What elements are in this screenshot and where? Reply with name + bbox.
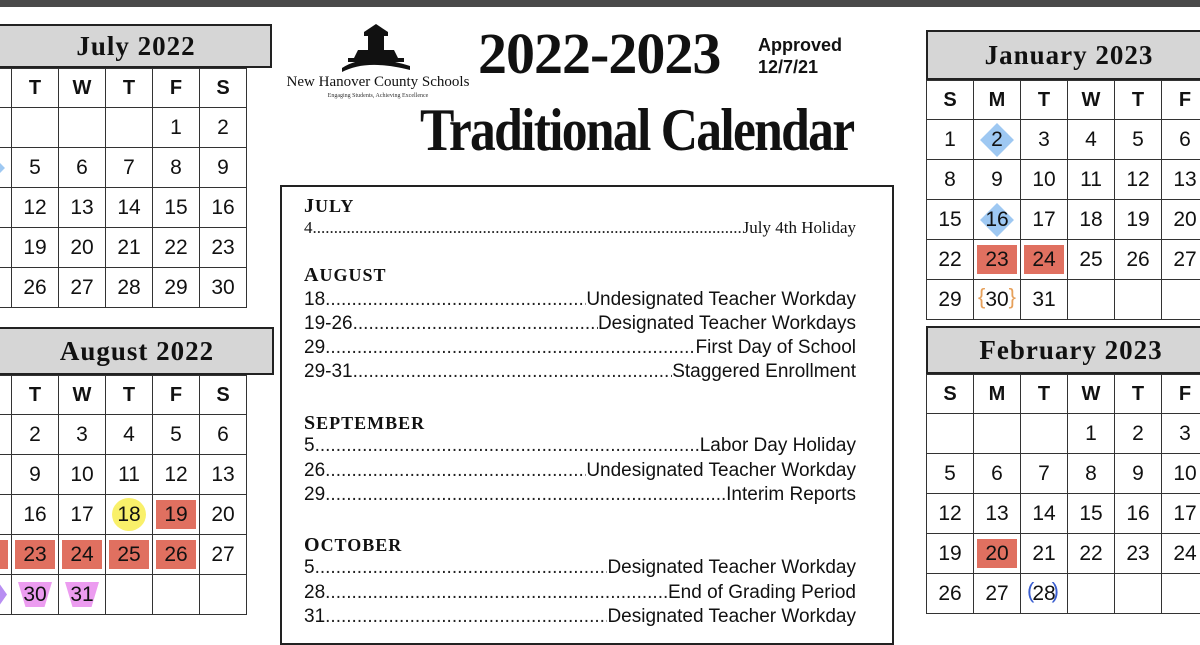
day-cell	[927, 200, 974, 240]
day-cell	[927, 454, 974, 494]
day-cell	[59, 188, 106, 228]
weekday-header: T	[106, 376, 153, 415]
day-cell	[974, 160, 1021, 200]
day-number: 25	[117, 543, 140, 566]
day-number: 13	[70, 196, 93, 219]
day-cell	[1021, 494, 1068, 534]
day-cell	[200, 188, 247, 228]
week-row	[927, 240, 1200, 280]
empty-day-cell	[1115, 574, 1162, 614]
empty-day-cell	[927, 414, 974, 454]
day-cell	[1115, 160, 1162, 200]
day-number: 24	[1173, 542, 1196, 565]
weekday-header: W	[1068, 375, 1115, 414]
empty-day-cell	[106, 108, 153, 148]
day-number: 16	[1126, 502, 1149, 525]
day-cell	[1115, 414, 1162, 454]
day-number: 29	[938, 288, 961, 311]
day-cell	[0, 495, 12, 535]
section-title-july: JULY	[304, 195, 354, 218]
empty-day-cell	[106, 575, 153, 615]
weekday-header: S	[200, 376, 247, 415]
day-cell	[0, 148, 12, 188]
day-cell	[106, 535, 153, 575]
month-february-2023	[926, 326, 1200, 630]
week-row	[927, 200, 1200, 240]
weekday-header: M	[974, 81, 1021, 120]
day-number: 25	[1079, 248, 1102, 271]
day-cell	[1162, 494, 1200, 534]
day-number: 1	[170, 116, 182, 139]
approved-note	[758, 34, 842, 78]
day-cell	[927, 574, 974, 614]
day-number: 2	[1132, 422, 1144, 445]
day-number: 17	[1032, 208, 1055, 231]
day-cell	[974, 574, 1021, 614]
day-number: 12	[1126, 168, 1149, 191]
month-title: August 2022	[0, 327, 274, 375]
day-number: 10	[70, 463, 93, 486]
day-number: 24	[1032, 248, 1055, 271]
day-cell	[153, 495, 200, 535]
day-number: 9	[1132, 462, 1144, 485]
calendar-grid	[0, 375, 247, 615]
day-cell	[106, 268, 153, 308]
day-number: 23	[1126, 542, 1149, 565]
weekday-header: S	[200, 69, 247, 108]
day-number: 5	[29, 156, 41, 179]
day-number: 31	[1032, 288, 1055, 311]
day-cell	[12, 415, 59, 455]
weekday-header: T	[12, 376, 59, 415]
day-cell	[0, 455, 12, 495]
red-day-marker	[0, 540, 8, 569]
day-number: 24	[70, 543, 93, 566]
weekday-header: S	[927, 375, 974, 414]
day-number: 21	[117, 236, 140, 259]
week-row	[0, 188, 247, 228]
month-title: January 2023	[926, 30, 1200, 80]
day-cell	[974, 534, 1021, 574]
week-row	[0, 575, 247, 615]
week-row	[0, 535, 247, 575]
empty-day-cell	[153, 575, 200, 615]
day-cell	[1068, 120, 1115, 160]
day-cell	[1162, 454, 1200, 494]
day-cell	[200, 535, 247, 575]
day-cell	[200, 148, 247, 188]
day-number: 8	[1085, 462, 1097, 485]
day-cell	[927, 120, 974, 160]
day-number: 22	[1079, 542, 1102, 565]
day-number: 30	[985, 288, 1008, 311]
day-number: 20	[211, 503, 234, 526]
day-number: 30	[211, 276, 234, 299]
weekday-header: F	[1162, 81, 1200, 120]
day-number: 27	[1173, 248, 1196, 271]
day-cell	[1115, 534, 1162, 574]
day-number: 3	[1038, 128, 1050, 151]
day-cell	[153, 268, 200, 308]
weekday-header: M	[974, 375, 1021, 414]
day-number: 22	[164, 236, 187, 259]
event-row: 26 ..... Undesignated Teacher Workday	[304, 460, 856, 482]
day-number: 2	[217, 116, 229, 139]
event-row: 29 ..... Interim Reports	[304, 484, 856, 506]
day-number: 21	[1032, 542, 1055, 565]
day-cell	[12, 148, 59, 188]
violet-day-marker	[0, 581, 7, 608]
day-number: 4	[123, 423, 135, 446]
day-cell	[59, 228, 106, 268]
day-cell	[927, 534, 974, 574]
event-row: 28 ..... End of Grading Period	[304, 582, 856, 604]
event-row: 29 ..... First Day of School	[304, 337, 856, 359]
week-row	[0, 495, 247, 535]
weekday-header	[0, 69, 12, 108]
day-cell	[153, 535, 200, 575]
day-number: 26	[1126, 248, 1149, 271]
day-cell	[106, 228, 153, 268]
day-cell	[59, 415, 106, 455]
day-number: 13	[1173, 168, 1196, 191]
day-number: 20	[985, 542, 1008, 565]
day-number: 6	[991, 462, 1003, 485]
week-row	[0, 415, 247, 455]
week-row	[927, 160, 1200, 200]
empty-day-cell	[12, 108, 59, 148]
day-number: 15	[938, 208, 961, 231]
day-number: 30	[23, 583, 46, 606]
weekday-header: F	[1162, 375, 1200, 414]
empty-day-cell	[200, 575, 247, 615]
day-cell	[200, 108, 247, 148]
day-cell	[974, 240, 1021, 280]
day-cell	[1068, 534, 1115, 574]
section-title-september: SEPTEMBER	[304, 412, 425, 435]
day-number: 12	[23, 196, 46, 219]
day-cell	[106, 495, 153, 535]
day-number: 2	[991, 128, 1003, 151]
day-number: 7	[123, 156, 135, 179]
empty-day-cell	[1162, 280, 1200, 320]
day-number: 27	[211, 543, 234, 566]
day-cell	[974, 494, 1021, 534]
day-number: 14	[117, 196, 140, 219]
day-number: 16	[23, 503, 46, 526]
day-number: 26	[23, 276, 46, 299]
day-cell	[59, 455, 106, 495]
day-number: 17	[1173, 502, 1196, 525]
week-row	[927, 120, 1200, 160]
weekday-header: F	[153, 376, 200, 415]
day-number: 14	[1032, 502, 1055, 525]
empty-day-cell	[1162, 574, 1200, 614]
day-number: 2	[29, 423, 41, 446]
day-cell	[1068, 414, 1115, 454]
day-cell	[1021, 454, 1068, 494]
blue-day-marker	[0, 151, 5, 185]
day-cell	[1068, 454, 1115, 494]
day-number: 12	[164, 463, 187, 486]
day-number: 31	[70, 583, 93, 606]
day-number: 9	[29, 463, 41, 486]
day-cell	[153, 228, 200, 268]
day-cell	[153, 108, 200, 148]
event-row: 19-26 ..... Designated Teacher Workdays	[304, 313, 856, 335]
day-cell	[1021, 574, 1068, 614]
day-cell	[0, 228, 12, 268]
day-number: 16	[985, 208, 1008, 231]
weekday-header: W	[1068, 81, 1115, 120]
month-august-2022	[0, 327, 274, 633]
day-number: 6	[217, 423, 229, 446]
day-cell	[1021, 120, 1068, 160]
day-number: 19	[23, 236, 46, 259]
day-cell	[0, 415, 12, 455]
weekday-header: T	[1115, 81, 1162, 120]
week-row	[0, 108, 247, 148]
events-box	[280, 185, 894, 645]
day-cell	[106, 455, 153, 495]
empty-day-cell	[59, 108, 106, 148]
day-number: 28	[117, 276, 140, 299]
day-cell	[1115, 200, 1162, 240]
calendar-subtitle: Traditional Calendar	[420, 96, 853, 165]
weekday-header: S	[927, 81, 974, 120]
district-name: New Hanover County Schools	[272, 74, 484, 91]
day-number: 27	[70, 276, 93, 299]
day-number: 19	[1126, 208, 1149, 231]
weekday-header: W	[59, 376, 106, 415]
day-cell	[12, 495, 59, 535]
day-number: 15	[164, 196, 187, 219]
day-cell	[974, 454, 1021, 494]
event-row: 18 ..... Undesignated Teacher Workday	[304, 289, 856, 311]
approved-label: Approved	[758, 34, 842, 56]
day-cell	[1162, 160, 1200, 200]
day-cell	[1068, 200, 1115, 240]
day-number: 26	[938, 582, 961, 605]
day-cell	[927, 280, 974, 320]
weekday-header: T	[1021, 375, 1068, 414]
day-cell	[1021, 160, 1068, 200]
day-number: 16	[211, 196, 234, 219]
section-title-august: AUGUST	[304, 264, 386, 287]
day-cell	[927, 240, 974, 280]
day-number: 12	[938, 502, 961, 525]
weekday-header: T	[106, 69, 153, 108]
day-cell	[1021, 240, 1068, 280]
day-cell	[59, 495, 106, 535]
day-cell	[200, 268, 247, 308]
day-cell	[1068, 160, 1115, 200]
empty-day-cell	[1068, 574, 1115, 614]
school-logo-icon	[334, 22, 418, 76]
day-number: 9	[217, 156, 229, 179]
week-row	[0, 455, 247, 495]
week-row	[927, 494, 1200, 534]
weekday-header	[0, 376, 12, 415]
event-row: 5 ..... Designated Teacher Workday	[304, 557, 856, 579]
day-number: 19	[164, 503, 187, 526]
empty-day-cell	[0, 108, 12, 148]
empty-day-cell	[1068, 280, 1115, 320]
day-cell	[1115, 454, 1162, 494]
day-cell	[59, 575, 106, 615]
day-cell	[200, 415, 247, 455]
day-number: 10	[1032, 168, 1055, 191]
day-number: 4	[1085, 128, 1097, 151]
week-row	[0, 148, 247, 188]
event-row: 5 ..... Labor Day Holiday	[304, 435, 856, 457]
day-number: 11	[118, 463, 140, 486]
day-number: 5	[1132, 128, 1144, 151]
day-cell	[106, 148, 153, 188]
school-year-title: 2022-2023	[478, 20, 720, 87]
day-cell	[0, 575, 12, 615]
weekday-header: F	[153, 69, 200, 108]
weekday-header: T	[1115, 375, 1162, 414]
day-cell	[200, 228, 247, 268]
day-number: 13	[211, 463, 234, 486]
approved-date: 12/7/21	[758, 56, 842, 78]
day-number: 28	[1032, 582, 1055, 605]
day-number: 1	[1085, 422, 1097, 445]
day-cell	[12, 228, 59, 268]
day-number: 8	[944, 168, 956, 191]
day-cell	[12, 455, 59, 495]
weekday-header: T	[1021, 81, 1068, 120]
month-july-2022	[0, 24, 272, 330]
month-title: February 2023	[926, 326, 1200, 374]
day-cell	[1068, 494, 1115, 534]
day-number: 9	[991, 168, 1003, 191]
month-january-2023	[926, 30, 1200, 330]
day-number: 18	[117, 503, 140, 526]
day-cell	[927, 160, 974, 200]
event-row: 31 ..... Designated Teacher Workday	[304, 606, 856, 628]
day-cell	[1162, 120, 1200, 160]
calendar-grid	[926, 374, 1200, 614]
day-number: 13	[985, 502, 1008, 525]
day-number: 20	[1173, 208, 1196, 231]
day-cell	[974, 120, 1021, 160]
day-cell	[1021, 534, 1068, 574]
day-number: 10	[1173, 462, 1196, 485]
day-cell	[106, 415, 153, 455]
day-number: 3	[76, 423, 88, 446]
week-row	[0, 228, 247, 268]
day-cell	[1115, 240, 1162, 280]
day-cell	[974, 200, 1021, 240]
day-cell	[59, 148, 106, 188]
day-cell	[12, 188, 59, 228]
day-number: 3	[1179, 422, 1191, 445]
day-cell	[974, 280, 1021, 320]
week-row	[927, 280, 1200, 320]
empty-day-cell	[1021, 414, 1068, 454]
week-row	[927, 414, 1200, 454]
day-cell	[0, 188, 12, 228]
day-cell	[106, 188, 153, 228]
day-number: 27	[985, 582, 1008, 605]
weekday-header: T	[12, 69, 59, 108]
district-tagline: Engaging Students, Achieving Excellence	[278, 93, 478, 99]
day-number: 5	[944, 462, 956, 485]
day-cell	[1115, 494, 1162, 534]
day-number: 22	[938, 248, 961, 271]
day-cell	[153, 455, 200, 495]
empty-day-cell	[1115, 280, 1162, 320]
week-row	[927, 454, 1200, 494]
day-number: 6	[76, 156, 88, 179]
day-cell	[12, 268, 59, 308]
day-cell	[1162, 240, 1200, 280]
day-cell	[1115, 120, 1162, 160]
day-number: 7	[1038, 462, 1050, 485]
day-number: 6	[1179, 128, 1191, 151]
day-cell	[0, 268, 12, 308]
week-row	[927, 534, 1200, 574]
day-number: 17	[70, 503, 93, 526]
day-number: 20	[70, 236, 93, 259]
day-cell	[59, 535, 106, 575]
day-cell	[59, 268, 106, 308]
day-cell	[153, 148, 200, 188]
weekday-header: W	[59, 69, 106, 108]
day-cell	[0, 535, 12, 575]
calendar-grid	[926, 80, 1200, 320]
day-cell	[153, 188, 200, 228]
day-number: 29	[164, 276, 187, 299]
event-row: 4 ..... July 4th Holiday	[304, 217, 856, 239]
day-number: 1	[944, 128, 956, 151]
day-number: 11	[1080, 168, 1102, 191]
day-number: 23	[23, 543, 46, 566]
day-number: 15	[1079, 502, 1102, 525]
event-row: 29-31 ..... Staggered Enrollment	[304, 361, 856, 383]
day-cell	[1162, 200, 1200, 240]
day-number: 5	[170, 423, 182, 446]
day-number: 18	[1079, 208, 1102, 231]
week-row	[927, 574, 1200, 614]
day-cell	[927, 494, 974, 534]
day-cell	[1162, 534, 1200, 574]
day-cell	[1068, 240, 1115, 280]
day-cell	[1162, 414, 1200, 454]
day-cell	[1021, 280, 1068, 320]
day-cell	[12, 575, 59, 615]
day-number: 23	[985, 248, 1008, 271]
month-title: July 2022	[0, 24, 272, 68]
day-cell	[200, 455, 247, 495]
top-border	[0, 0, 1200, 7]
day-cell	[1021, 200, 1068, 240]
day-number: 8	[170, 156, 182, 179]
day-number: 26	[164, 543, 187, 566]
day-number: 23	[211, 236, 234, 259]
day-number: 19	[938, 542, 961, 565]
calendar-grid	[0, 68, 247, 308]
section-title-october: OCTOBER	[304, 534, 402, 557]
day-cell	[200, 495, 247, 535]
day-cell	[12, 535, 59, 575]
week-row	[0, 268, 247, 308]
empty-day-cell	[974, 414, 1021, 454]
day-cell	[153, 415, 200, 455]
